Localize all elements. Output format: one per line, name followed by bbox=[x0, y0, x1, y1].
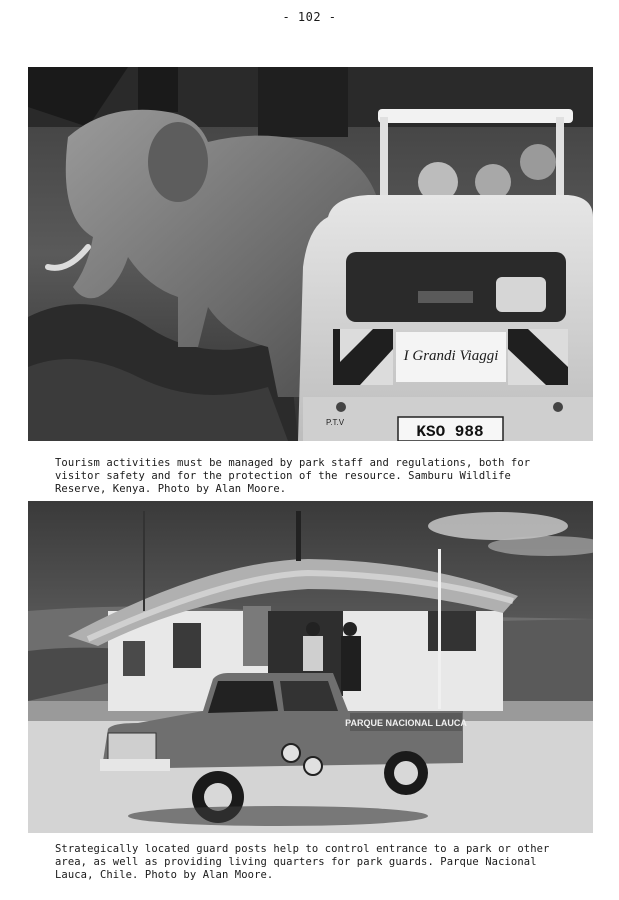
van-plate: KSO 988 bbox=[416, 423, 484, 441]
truck-sign: PARQUE NACIONAL LAUCA bbox=[345, 718, 467, 728]
van-sign: I Grandi Viaggi bbox=[403, 348, 499, 364]
guard-post-image bbox=[28, 501, 593, 833]
elephant-safari-photo bbox=[28, 67, 593, 441]
figure-2-caption: Strategically located guard posts help to control entrance to a park or other area, as well as providing living quarters for park guards. Parque Nacional Lauca, Chile. Photo by Alan Moore. bbox=[55, 843, 550, 881]
figure-1-caption: Tourism activities must be managed by park staff and regulations, both for visitor safety and for the protection of the resource. Samburu Wildlife Reserve, Kenya. Photo by Alan Moore. bbox=[55, 457, 531, 495]
van-plate-prefix: P.T.V bbox=[326, 418, 345, 427]
elephant-safari-image bbox=[28, 67, 593, 441]
page-number: - 102 - bbox=[282, 10, 337, 24]
guard-post-photo bbox=[28, 501, 593, 833]
